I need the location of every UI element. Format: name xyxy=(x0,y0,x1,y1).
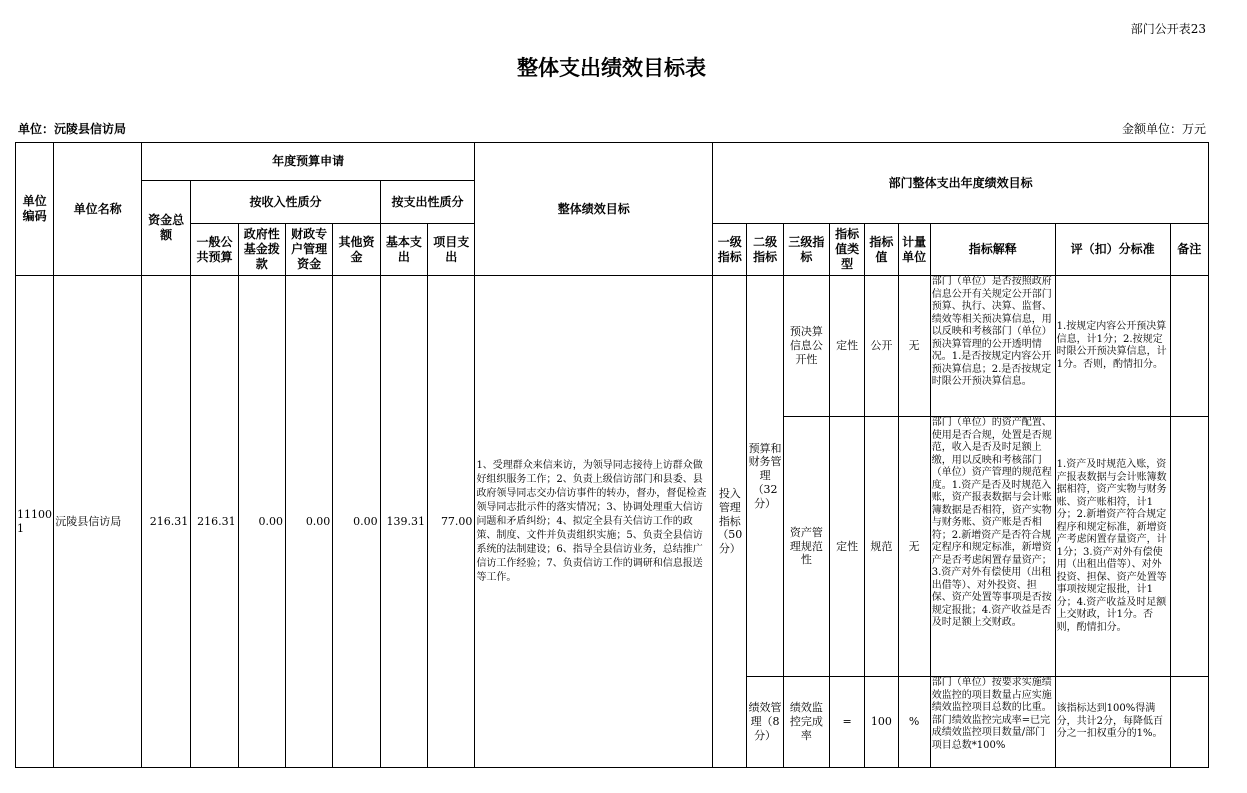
header-by-expense: 按支出性质分 xyxy=(380,181,475,224)
cell-level3-asset: 资产管理规范性 xyxy=(783,417,829,677)
header-general-budget: 一般公共预算 xyxy=(191,224,238,276)
header-annual-budget: 年度预算申请 xyxy=(141,143,475,181)
cell-gov: 0.00 xyxy=(238,276,285,768)
cell-type-asset: 定性 xyxy=(830,417,865,677)
header-gov-fund: 政府性基金拨款 xyxy=(238,224,285,276)
header-project-expense: 项目支出 xyxy=(428,224,475,276)
header-scoring: 评（扣）分标准 xyxy=(1055,224,1170,276)
cell-project: 77.00 xyxy=(428,276,475,768)
page-title: 整体支出绩效目标表 xyxy=(517,56,706,80)
header-remark: 备注 xyxy=(1170,224,1208,276)
header-by-income: 按收入性质分 xyxy=(191,181,380,224)
cell-level3-monitoring: 绩效监控完成率 xyxy=(783,677,829,768)
cell-unit-disclosure: 无 xyxy=(898,276,930,417)
cell-unit-code: 111001 xyxy=(16,276,54,768)
header-dept-goal: 部门整体支出年度绩效目标 xyxy=(713,143,1209,224)
cell-value-disclosure: 公开 xyxy=(865,276,898,417)
header-other-fund: 其他资金 xyxy=(333,224,380,276)
cell-level3-disclosure: 预决算信息公开性 xyxy=(783,276,829,417)
cell-overall-goal: 1、受理群众来信来访，为领导同志接待上访群众做好组织服务工作；2、负责上级信访部门和县委、县政府领导同志交办信访事件的转办，督办，督促检查领导同志批示件的落实情况；3、协调处理重大信访问题和矛盾纠纷；4、拟定全县有关信访工作的政策、制度、文件并负责组织实施；5、负责全县信访系统的法制建设；6、指导全县信访业务，总结推广信访工作经验；7、负责信访工作的调研和信息报送等工作。 xyxy=(475,276,713,768)
header-total-funds: 资金总额 xyxy=(141,181,190,276)
header-special-fund: 财政专户管理资金 xyxy=(285,224,332,276)
cell-basic: 139.31 xyxy=(380,276,427,768)
header-value: 指标值 xyxy=(865,224,898,276)
cell-remark-monitoring xyxy=(1170,677,1208,768)
cell-unit-name: 沅陵县信访局 xyxy=(54,276,142,768)
amount-unit: 金额单位：万元 xyxy=(1121,122,1206,136)
cell-other: 0.00 xyxy=(333,276,380,768)
header-unit-name: 单位名称 xyxy=(54,143,142,276)
cell-explain-asset: 部门（单位）的资产配置、使用是否合规，处置是否规范，收入是否及时足额上缴，用以反映和考核部门（单位）资产管理的规范程度。1.资产是否及时规范入账，资产报表数据与会计账簿数据是否相符，资产实物与财务账、资产账是否相符；2.新增资产是否符合规定程序和规定标准，新增资产是否考虑闲置存量资产；3.资产对外有偿使用（出租出借等）、对外投资、担保、资产处置等事项是否按规定报批；4.资产收益是否及时足额上交财政。 xyxy=(931,417,1052,628)
cell-remark-disclosure xyxy=(1170,276,1208,417)
cell-value-monitoring: 100 xyxy=(865,677,898,768)
cell-scoring-disclosure: 1.按规定内容公开预决算信息，计1分；2.按规定时限公开预决算信息，计1分。否则，酌情扣分。 xyxy=(1055,276,1170,417)
cell-level1: 投入管理指标（50分） xyxy=(713,276,747,768)
cell-remark-asset xyxy=(1170,417,1208,677)
cell-type-monitoring: = xyxy=(830,677,865,768)
header-overall-goal: 整体绩效目标 xyxy=(475,143,713,276)
cell-total: 216.31 xyxy=(141,276,190,768)
cell-explain-disclosure: 部门（单位）是否按照政府信息公开有关规定公开部门预算、执行、决算、监督、绩效等相关预决算信息，用以反映和考核部门（单位）预决算管理的公开透明情况。1.是否按规定内容公开预决算信息；2.是否按规定时限公开预决算信息。 xyxy=(931,276,1052,387)
header-basic-expense: 基本支出 xyxy=(380,224,427,276)
performance-table xyxy=(15,142,1209,768)
cell-special: 0.00 xyxy=(285,276,332,768)
header-level3: 三级指标 xyxy=(783,224,829,276)
cell-level2-performance: 绩效管理（8分） xyxy=(747,677,783,768)
cell-type-disclosure: 定性 xyxy=(830,276,865,417)
header-measure-unit: 计量单位 xyxy=(898,224,930,276)
cell-scoring-monitoring: 该指标达到100%得满分，共计2分，每降低百分之一扣权重分的1%。 xyxy=(1055,677,1170,768)
header-unit-code: 单位编码 xyxy=(16,143,54,276)
header-explanation: 指标解释 xyxy=(930,224,1055,276)
cell-unit-monitoring: % xyxy=(898,677,930,768)
header-value-type: 指标值类型 xyxy=(830,224,865,276)
cell-value-asset: 规范 xyxy=(865,417,898,677)
header-level2: 二级指标 xyxy=(747,224,783,276)
cell-level2-budget: 预算和财务管理（32分） xyxy=(747,276,783,677)
cell-explain-monitoring: 部门（单位）按要求实施绩效监控的项目数量占应实施绩效监控项目总数的比重。部门绩效监控完成率=已完成绩效监控项目数量/部门项目总数*100% xyxy=(931,677,1052,751)
cell-scoring-asset: 1.资产及时规范入账，资产报表数据与会计账簿数据相符，资产实物与财务账、资产账相符，计1分；2.新增资产符合规定程序和规定标准，新增资产考虑闲置存量资产，计1分；3.资产对外有偿使用（出租出借等）、对外投资、担保、资产处置等事项按规定报批，计1分；4.资产收益及时足额上交财政，计1分。否则，酌情扣分。 xyxy=(1055,417,1170,677)
doc-number: 部门公开表23 xyxy=(1130,22,1206,36)
header-level1: 一级指标 xyxy=(713,224,747,276)
unit-label: 单位：沅陵县信访局 xyxy=(18,122,127,136)
cell-unit-asset: 无 xyxy=(898,417,930,677)
cell-general: 216.31 xyxy=(191,276,238,768)
